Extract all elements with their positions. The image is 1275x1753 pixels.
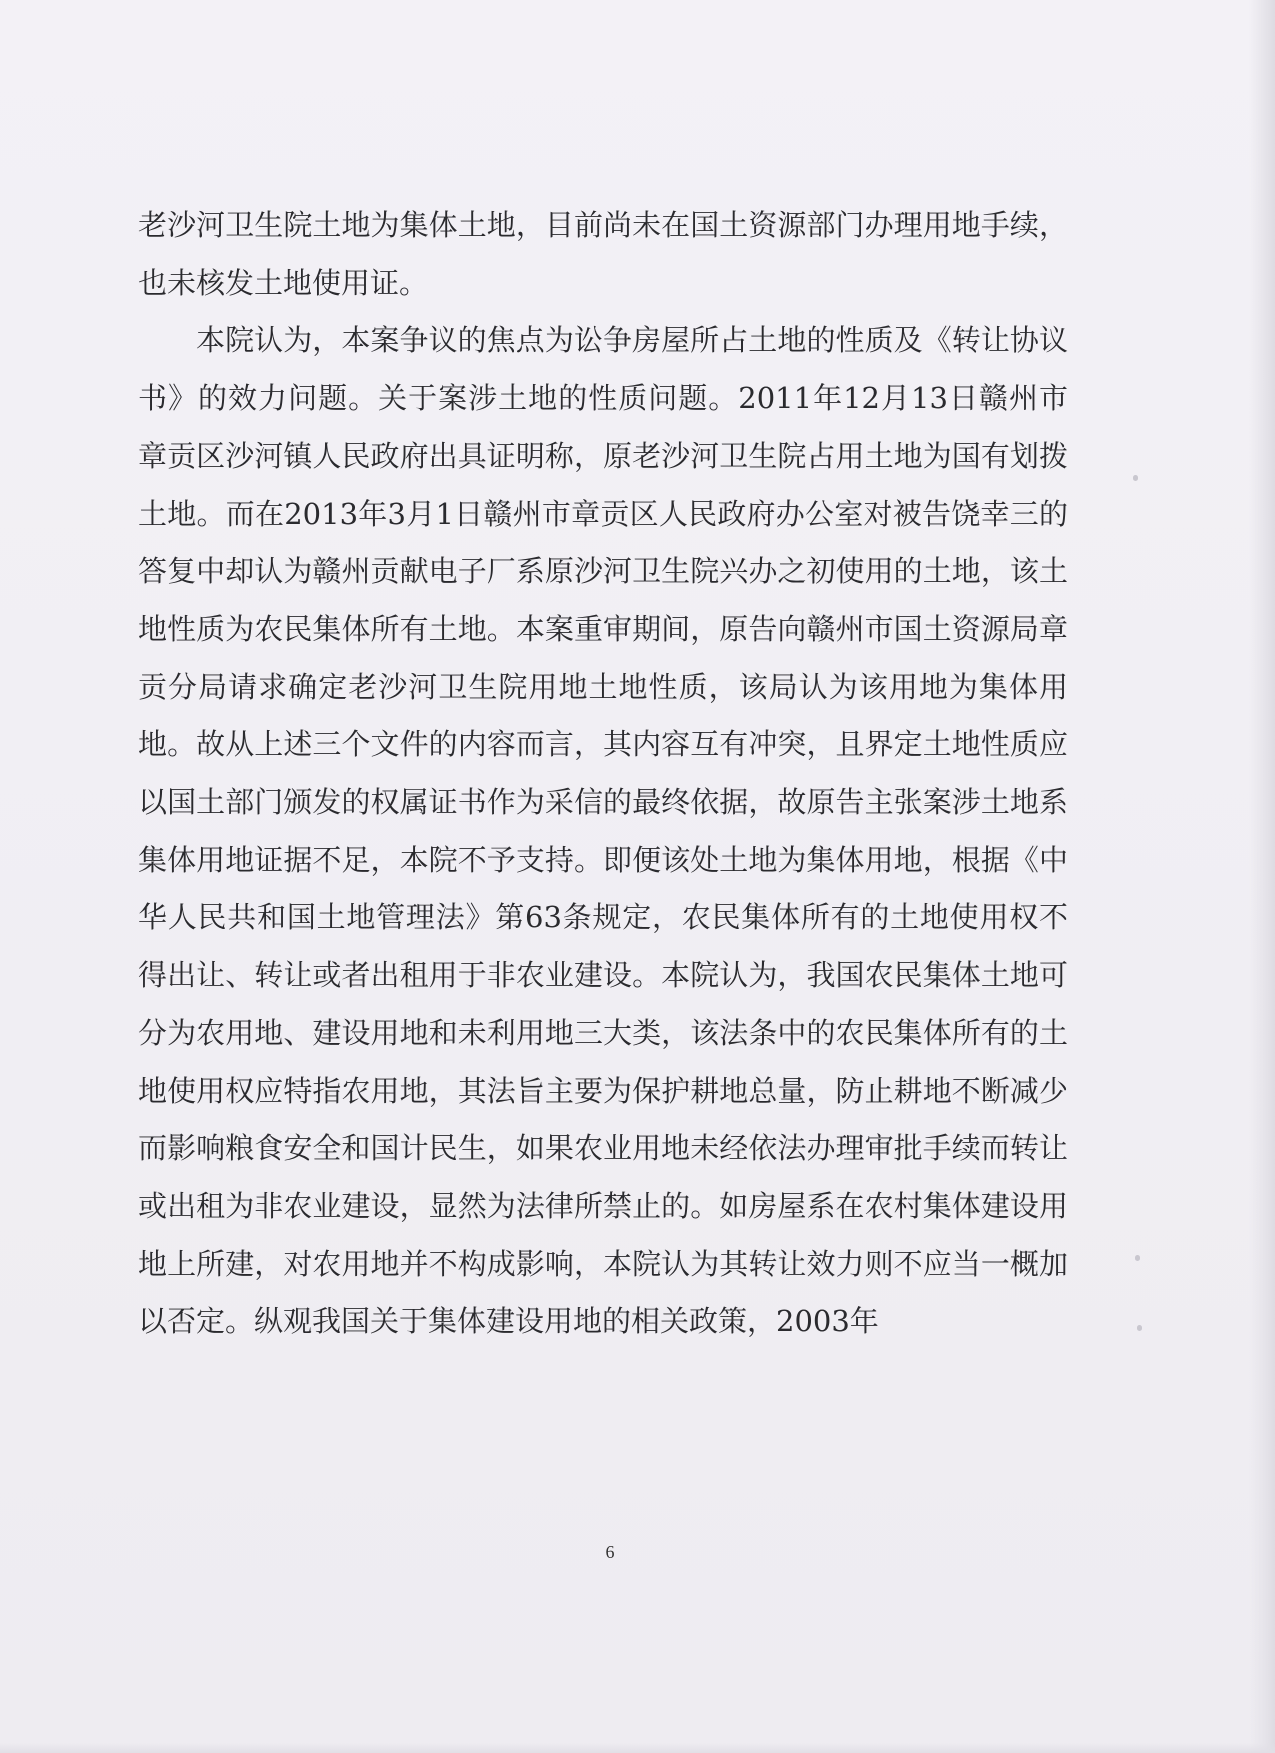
page-edge-shadow (1249, 0, 1275, 1753)
document-body (138, 197, 1068, 1351)
page-bottom-shadow (0, 1743, 1275, 1753)
page-number: 6 (605, 1542, 615, 1562)
scan-speck (1137, 1325, 1142, 1331)
paragraph-1: 老沙河卫生院土地为集体土地，目前尚未在国土资源部门办理用地手续，也未核发土地使用证。 (138, 208, 1068, 300)
scan-speck (1135, 1255, 1140, 1261)
paragraph-2: 本院认为，本案争议的焦点为讼争房屋所占土地的性质及《转让协议书》的效力问题。关于案涉土地的性质问题。2011年12月13日赣州市章贡区沙河镇人民政府出具证明称，原老沙河卫生院占用土地为国有划拨土地。而在2013年3月1日赣州市章贡区人民政府办公室对被告饶幸三的答复中却认为赣州贡献电子厂系原沙河卫生院兴办之初使用的土地，该土地性质为农民集体所有土地。本案重审期间，原告向赣州市国土资源局章贡分局请求确定老沙河卫生院用地土地性质，该局认为该用地为集体用地。故从上述三个文件的内容而言，其内容互有冲突，且界定土地性质应以国土部门颁发的权属证书作为采信的最终依据，故原告主张案涉土地系集体用地证据不足，本院不予支持。即便该处土地为集体用地，根据《中华人民共和国土地管理法》第63条规定，农民集体所有的土地使用权不得出让、转让或者出租用于非农业建设。本院认为，我国农民集体土地可分为农用地、建设用地和未利用地三大类，该法条中的农民集体所有的土地使用权应特指农用地，其法旨主要为保护耕地总量，防止耕地不断减少而影响粮食安全和国计民生，如果农业用地未经依法办理审批手续而转让或出租为非农业建设，显然为法律所禁止的。如房屋系在农村集体建设用地上所建，对农用地并不构成影响，本院认为其转让效力则不应当一概加以否定。纵观我国关于集体建设用地的相关政策，2003年 (138, 323, 1068, 1339)
scan-speck (1133, 475, 1138, 481)
